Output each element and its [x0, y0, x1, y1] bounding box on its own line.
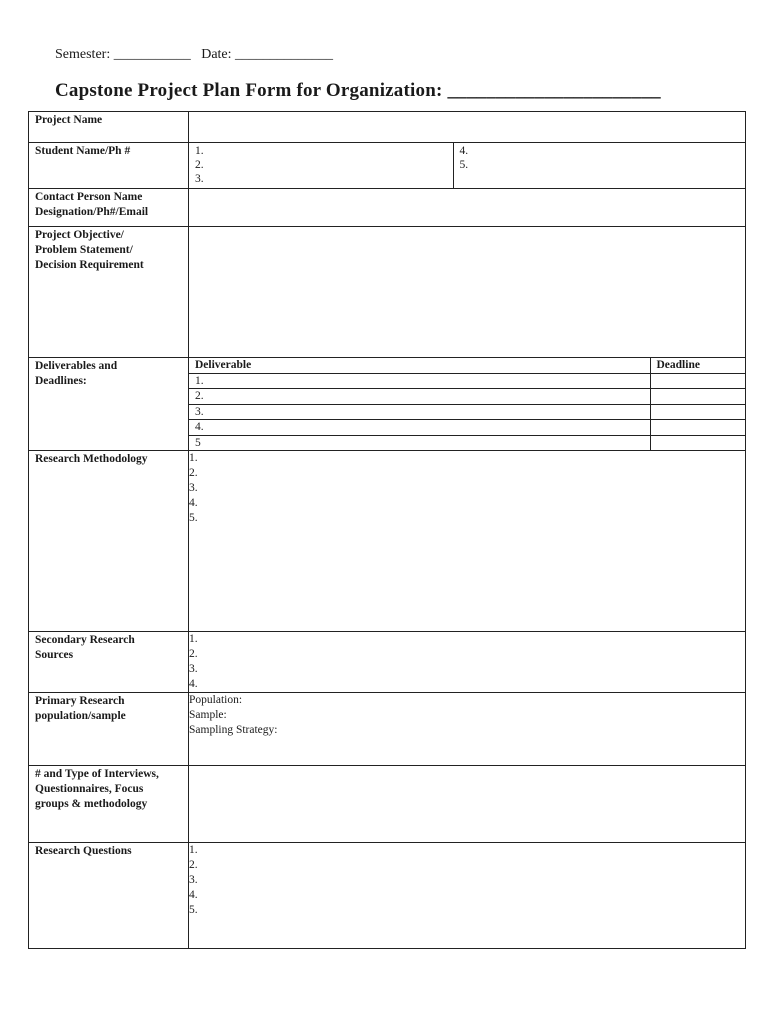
secondary-item-2: 2. — [189, 648, 198, 660]
primary-label-line2: population/sample — [35, 710, 126, 722]
date-label: Date: — [201, 47, 232, 62]
methodology-item-2: 2. — [189, 467, 198, 479]
row-objective — [29, 227, 746, 358]
deadline-cell-1[interactable] — [650, 373, 745, 389]
deliverable-item-5[interactable]: 5 — [189, 435, 650, 450]
contact-label — [29, 189, 189, 227]
deliverable-row — [189, 435, 745, 450]
deadline-cell-3[interactable] — [650, 404, 745, 420]
semester-field[interactable]: ___________ — [113, 47, 191, 62]
project-plan-table — [28, 111, 746, 949]
student-item-3: 3. — [195, 173, 204, 185]
student-item-2: 2. — [195, 159, 204, 171]
deliverable-item-4[interactable]: 4. — [189, 420, 650, 436]
primary-field[interactable] — [189, 693, 746, 766]
methodology-item-3: 3. — [189, 482, 198, 494]
row-interviews — [29, 766, 746, 843]
deliverables-label — [29, 358, 189, 451]
secondary-label — [29, 632, 189, 693]
contact-label-line2: Designation/Ph#/Email — [35, 206, 149, 218]
methodology-item-5: 5. — [189, 512, 198, 524]
primary-label — [29, 693, 189, 766]
objective-label-line2: Problem Statement/ — [35, 244, 133, 256]
date-field[interactable]: ______________ — [235, 47, 334, 62]
deadline-cell-4[interactable] — [650, 420, 745, 436]
student-name-label: Student Name/Ph # — [29, 143, 189, 189]
secondary-field[interactable] — [189, 632, 746, 693]
student-item-1: 1. — [195, 145, 204, 157]
interviews-label-line3: groups & methodology — [35, 798, 148, 810]
row-deliverables — [29, 358, 746, 451]
deliverable-row — [189, 389, 745, 405]
deliverables-label-line2: Deadlines: — [35, 375, 87, 387]
contact-label-line1: Contact Person Name — [35, 191, 143, 203]
questions-label: Research Questions — [29, 843, 189, 949]
row-methodology — [29, 451, 746, 632]
deliverables-label-line1: Deliverables and — [35, 360, 118, 372]
interviews-label-line2: Questionnaires, Focus — [35, 783, 144, 795]
question-item-4: 4. — [189, 889, 198, 901]
row-primary-research — [29, 693, 746, 766]
sampling-strategy-label: Sampling Strategy: — [189, 724, 278, 736]
deliverable-item-3[interactable]: 3. — [189, 404, 650, 420]
student-item-5: 5. — [459, 159, 469, 171]
row-research-questions — [29, 843, 746, 949]
interviews-label — [29, 766, 189, 843]
deliverables-table — [189, 358, 745, 450]
deliverable-row — [189, 420, 745, 436]
sample-label: Sample: — [189, 709, 227, 721]
project-name-label: Project Name — [29, 112, 189, 143]
deliverables-header-row — [189, 358, 745, 373]
form-title: Capstone Project Plan Form for Organization: ______________________ — [55, 80, 661, 101]
row-contact — [29, 189, 746, 227]
row-project-name — [29, 112, 746, 143]
question-item-3: 3. — [189, 874, 198, 886]
methodology-field[interactable] — [189, 451, 746, 632]
student-name-cell — [189, 143, 746, 189]
secondary-item-1: 1. — [189, 633, 198, 645]
secondary-label-line1: Secondary Research — [35, 634, 135, 646]
question-item-5: 5. — [189, 904, 198, 916]
methodology-item-4: 4. — [189, 497, 198, 509]
semester-date-line — [55, 47, 333, 63]
deliverable-row — [189, 404, 745, 420]
deliverable-item-1[interactable]: 1. — [189, 373, 650, 389]
deliverable-row — [189, 373, 745, 389]
objective-label-line1: Project Objective/ — [35, 229, 124, 241]
question-item-1: 1. — [189, 844, 198, 856]
deliverable-column-header: Deliverable — [189, 358, 650, 373]
methodology-item-1: 1. — [189, 452, 198, 464]
secondary-label-line2: Sources — [35, 649, 74, 661]
deliverable-item-2[interactable]: 2. — [189, 389, 650, 405]
objective-label-line3: Decision Requirement — [35, 259, 144, 271]
secondary-item-3: 3. — [189, 663, 198, 675]
deadline-cell-5[interactable] — [650, 435, 745, 450]
questions-field[interactable] — [189, 843, 746, 949]
deliverables-cell — [189, 358, 746, 451]
secondary-item-4: 4. — [189, 678, 198, 690]
interviews-field[interactable] — [189, 766, 746, 843]
project-name-field[interactable] — [189, 112, 746, 143]
row-student-name — [29, 143, 746, 189]
student-list-left[interactable] — [189, 143, 453, 188]
semester-label: Semester: — [55, 47, 111, 62]
deadline-cell-2[interactable] — [650, 389, 745, 405]
objective-label — [29, 227, 189, 358]
question-item-2: 2. — [189, 859, 198, 871]
primary-label-line1: Primary Research — [35, 695, 125, 707]
objective-field[interactable] — [189, 227, 746, 358]
interviews-label-line1: # and Type of Interviews, — [35, 768, 159, 780]
student-item-4: 4. — [459, 145, 469, 157]
deadline-column-header: Deadline — [650, 358, 745, 373]
student-list-right[interactable] — [453, 143, 745, 188]
population-label: Population: — [189, 694, 243, 706]
contact-field[interactable] — [189, 189, 746, 227]
row-secondary-sources — [29, 632, 746, 693]
methodology-label: Research Methodology — [29, 451, 189, 632]
